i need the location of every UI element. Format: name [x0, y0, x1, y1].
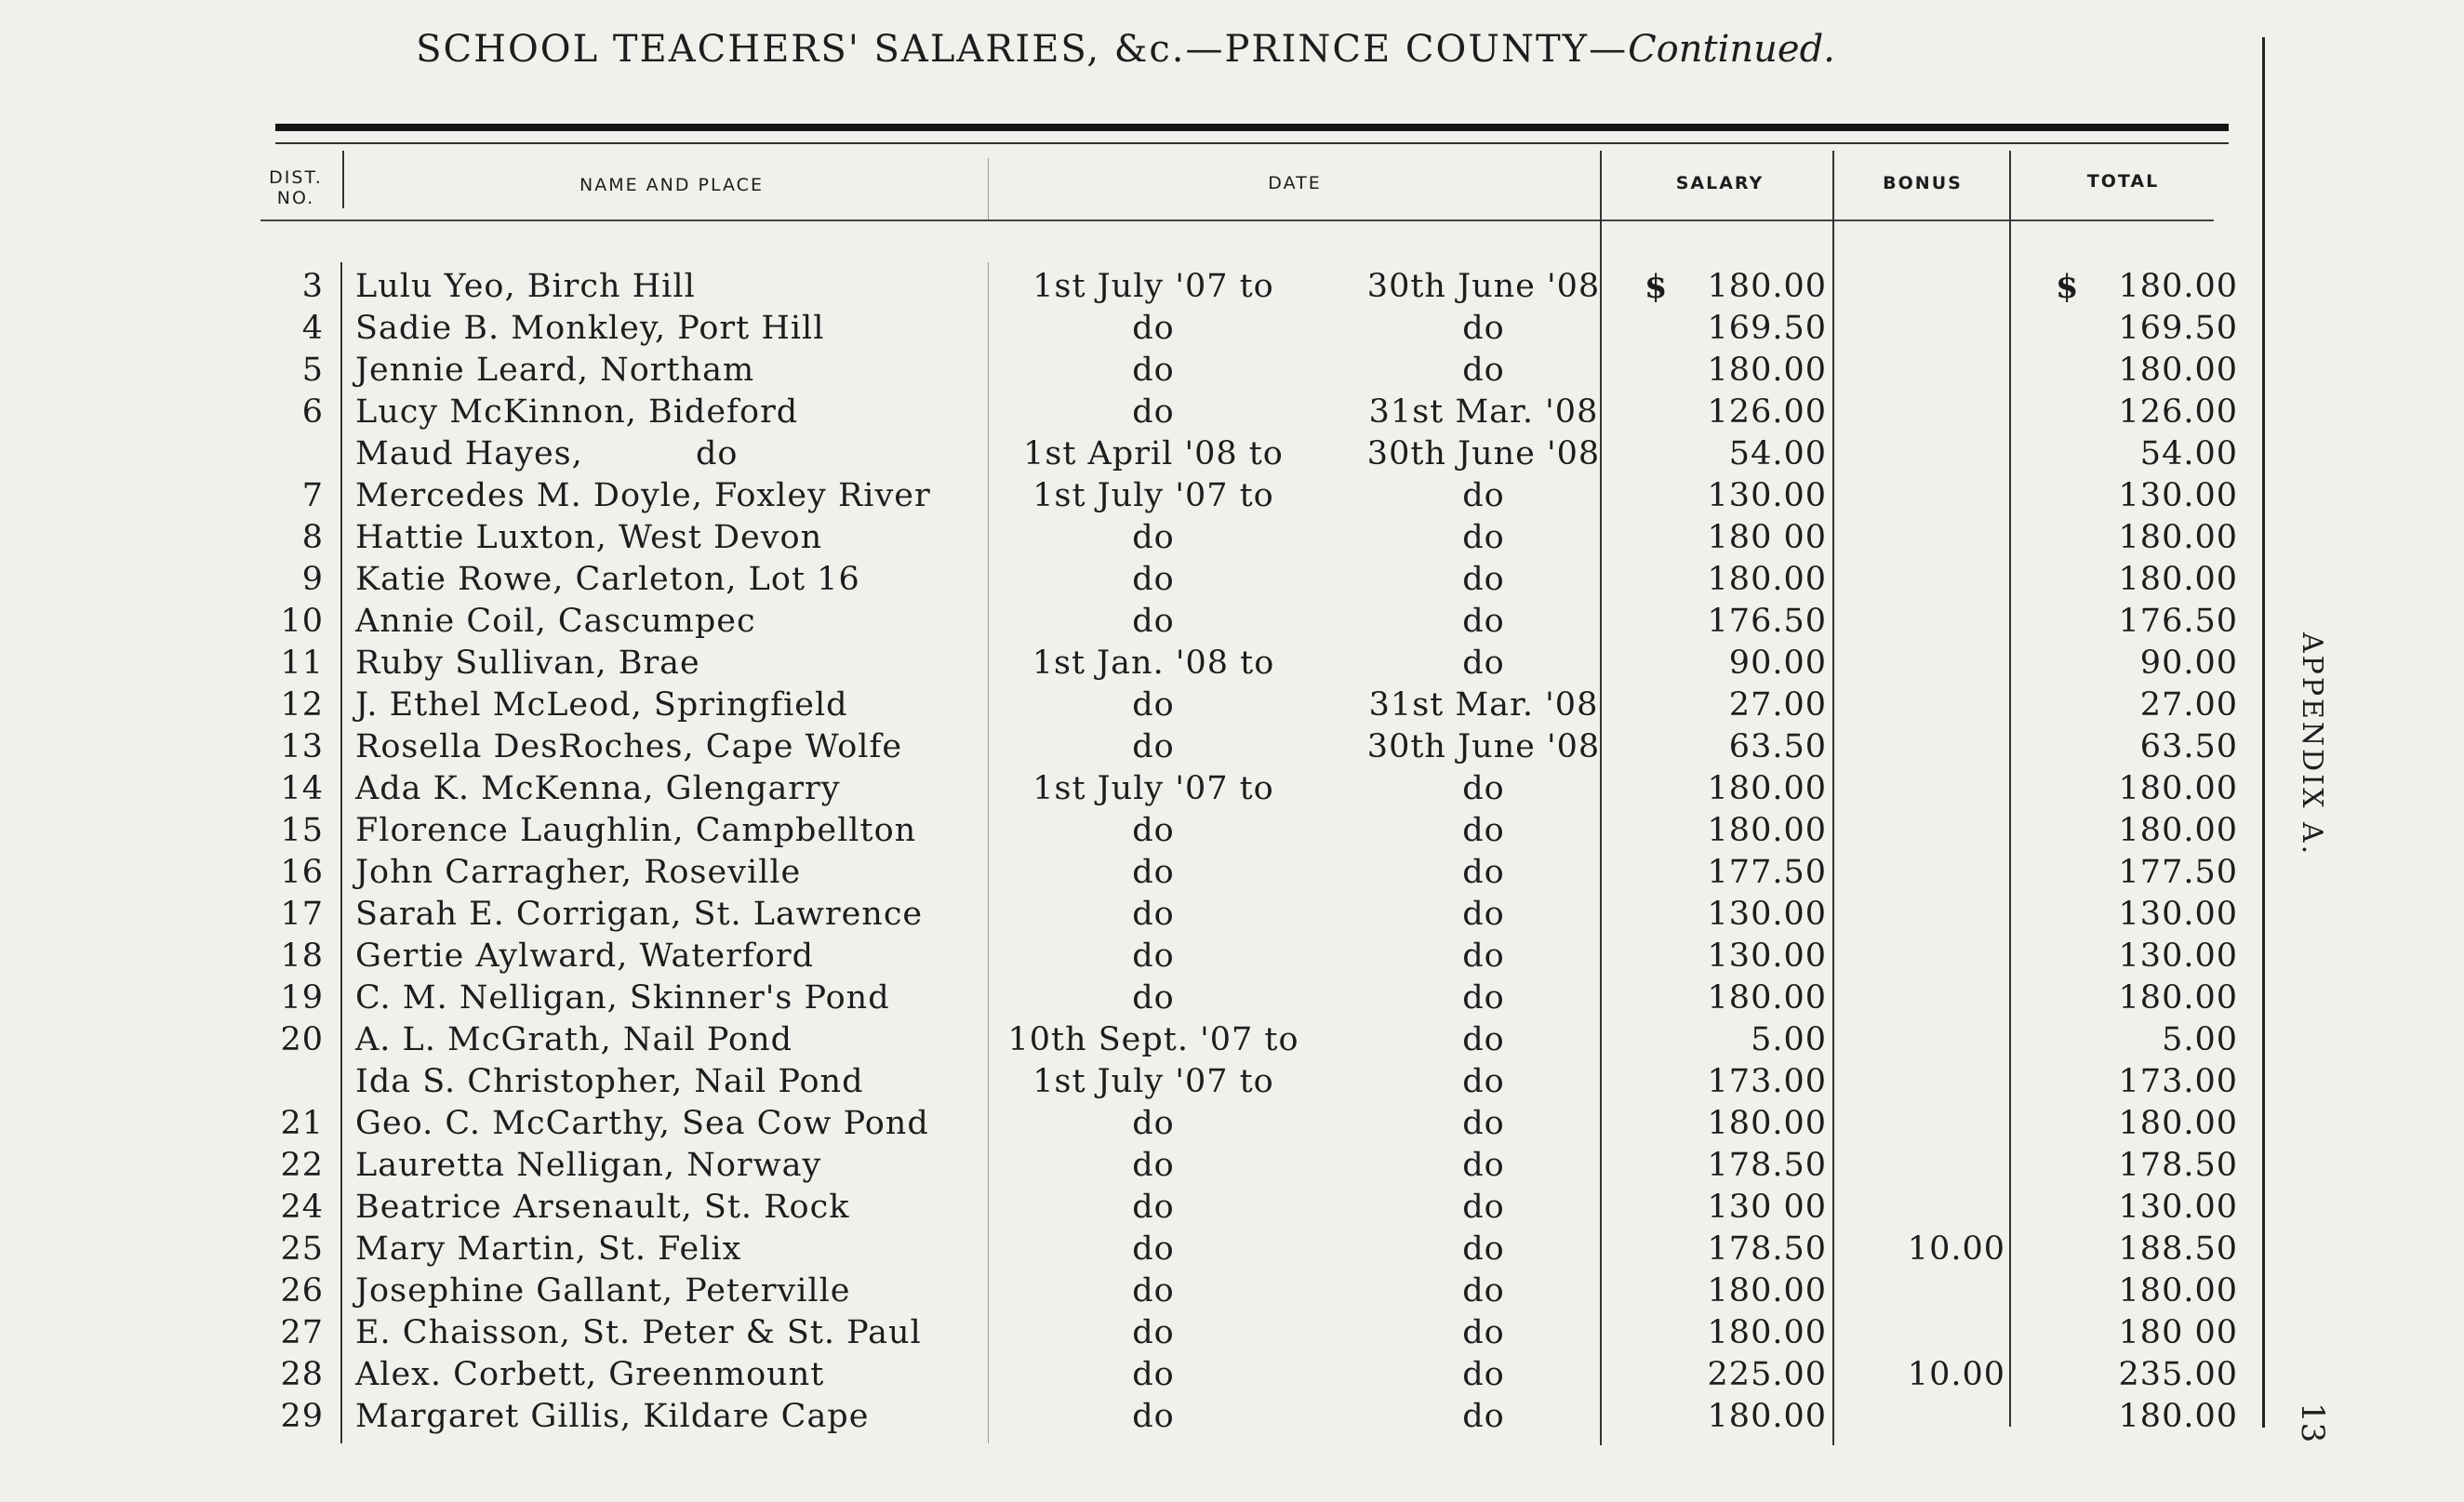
- row-total: 188.50: [2118, 1230, 2238, 1268]
- row-date-to: do: [1462, 896, 1505, 933]
- row-dist-no: 7: [301, 477, 324, 514]
- row-dist-no: 22: [280, 1147, 324, 1184]
- row-name-place: Mercedes M. Doyle, Foxley River: [355, 477, 931, 514]
- row-salary: 126.00: [1707, 393, 1827, 431]
- row-total: 180.00: [2118, 352, 2238, 389]
- row-dist-no: 15: [280, 812, 324, 849]
- row-name-place: Ada K. McKenna, Glengarry: [355, 770, 841, 807]
- row-date-from: do: [1132, 1272, 1175, 1309]
- row-salary: 180.00: [1707, 352, 1827, 389]
- header-date: DATE: [1268, 173, 1322, 193]
- row-date-from: do: [1132, 1230, 1175, 1268]
- header-salary: SALARY: [1675, 173, 1765, 193]
- row-dist-no: 13: [280, 728, 324, 765]
- row-total: 169.50: [2118, 310, 2238, 347]
- row-total: 5.00: [2162, 1021, 2238, 1058]
- table-row: [0, 1103, 2278, 1145]
- table-row: [0, 433, 2278, 475]
- row-name-place: Lulu Yeo, Birch Hill: [355, 268, 696, 305]
- row-date-from: do: [1132, 1356, 1175, 1393]
- row-date-from: 10th Sept. '07 to: [1007, 1021, 1299, 1058]
- row-name-place: Lucy McKinnon, Bideford: [355, 393, 799, 431]
- table-row: [0, 475, 2278, 517]
- table-row: [0, 392, 2278, 433]
- table-row: [0, 1354, 2278, 1396]
- table-row: [0, 643, 2278, 685]
- row-name-place: Hattie Luxton, West Devon: [355, 519, 823, 556]
- row-date-from: do: [1132, 686, 1175, 724]
- row-date-from: do: [1132, 310, 1175, 347]
- row-date-from: 1st July '07 to: [1032, 770, 1274, 807]
- row-dist-no: 9: [301, 561, 324, 598]
- page-title: [0, 28, 2251, 71]
- row-total: 180.00: [2118, 1398, 2238, 1435]
- row-dist-no: 14: [280, 770, 324, 807]
- row-total: 235.00: [2118, 1356, 2238, 1393]
- row-date-from: do: [1132, 812, 1175, 849]
- row-name-place: Josephine Gallant, Peterville: [355, 1272, 851, 1309]
- row-dist-no: 29: [280, 1398, 324, 1435]
- row-salary: 27.00: [1728, 686, 1827, 724]
- row-date-to: do: [1462, 561, 1505, 598]
- row-total: 173.00: [2118, 1063, 2238, 1100]
- row-date-to: do: [1462, 812, 1505, 849]
- row-dist-no: 4: [301, 310, 324, 347]
- row-name-place: Sadie B. Monkley, Port Hill: [355, 310, 825, 347]
- row-salary: 90.00: [1728, 645, 1827, 682]
- row-salary: 180.00: [1707, 1398, 1827, 1435]
- row-date-from: do: [1132, 603, 1175, 640]
- row-total: 180.00: [2118, 1272, 2238, 1309]
- table-row: [0, 1396, 2278, 1438]
- row-salary: 180.00: [1707, 770, 1827, 807]
- row-salary: 130.00: [1707, 937, 1827, 975]
- row-dist-no: 11: [280, 645, 324, 682]
- table-row: [0, 977, 2278, 1019]
- table-row: [0, 852, 2278, 894]
- table-row: [0, 1061, 2278, 1103]
- table-row: [0, 308, 2278, 350]
- row-name-place: Florence Laughlin, Campbellton: [355, 812, 917, 849]
- row-total: 63.50: [2139, 728, 2238, 765]
- table-row: [0, 1270, 2278, 1312]
- row-dist-no: 17: [280, 896, 324, 933]
- row-salary: 180.00: [1707, 1314, 1827, 1351]
- row-date-from: 1st Jan. '08 to: [1032, 645, 1275, 682]
- row-date-to: 30th June '08: [1366, 268, 1601, 305]
- row-total: 178.50: [2118, 1147, 2238, 1184]
- row-date-to: do: [1462, 1230, 1505, 1268]
- row-date-from: do: [1132, 352, 1175, 389]
- row-date-from: do: [1132, 1314, 1175, 1351]
- row-date-from: 1st July '07 to: [1032, 477, 1274, 514]
- row-dist-no: 16: [280, 854, 324, 891]
- row-date-to: do: [1462, 1356, 1505, 1393]
- row-salary: 176.50: [1707, 603, 1827, 640]
- table-row: [0, 768, 2278, 810]
- row-date-to: do: [1462, 645, 1505, 682]
- row-salary: 5.00: [1751, 1021, 1827, 1058]
- table-row: [0, 685, 2278, 726]
- table-row: [0, 1019, 2278, 1061]
- row-date-to: do: [1462, 979, 1505, 1017]
- row-total: 130.00: [2118, 937, 2238, 975]
- appendix-label: APPENDIX A.: [2296, 632, 2328, 857]
- table-row: [0, 266, 2278, 308]
- row-dist-no: 8: [301, 519, 324, 556]
- row-bonus: 10.00: [1907, 1230, 2005, 1268]
- row-date-from: do: [1132, 1147, 1175, 1184]
- row-total: 27.00: [2139, 686, 2238, 724]
- row-total: 54.00: [2139, 435, 2238, 472]
- row-name-place: Alex. Corbett, Greenmount: [355, 1356, 825, 1393]
- row-name-place: Katie Rowe, Carleton, Lot 16: [355, 561, 860, 598]
- row-dist-no: 27: [280, 1314, 324, 1351]
- header-dist-line1: DIST.: [269, 167, 323, 188]
- table-row: [0, 726, 2278, 768]
- row-salary: 225.00: [1707, 1356, 1827, 1393]
- row-salary: 180 00: [1707, 519, 1827, 556]
- row-date-to: do: [1462, 310, 1505, 347]
- row-date-from: do: [1132, 1398, 1175, 1435]
- table-row: [0, 894, 2278, 936]
- table-row: [0, 1229, 2278, 1270]
- row-date-to: do: [1462, 937, 1505, 975]
- row-date-to: do: [1462, 519, 1505, 556]
- row-salary: 178.50: [1707, 1230, 1827, 1268]
- row-date-to: do: [1462, 1189, 1505, 1226]
- title-main: SCHOOL TEACHERS' SALARIES, &c.—PRINCE COUNTY—: [416, 28, 1629, 71]
- header-bonus: BONUS: [1883, 173, 1963, 193]
- row-salary: 169.50: [1707, 310, 1827, 347]
- row-name-place: Rosella DesRoches, Cape Wolfe: [355, 728, 903, 765]
- row-date-from: 1st July '07 to: [1032, 1063, 1274, 1100]
- header-dist-line2: NO.: [276, 188, 315, 208]
- row-total: 180.00: [2118, 268, 2238, 305]
- row-date-from: do: [1132, 728, 1175, 765]
- row-date-from: do: [1132, 1105, 1175, 1142]
- row-date-from: do: [1132, 854, 1175, 891]
- title-continued: Continued.: [1628, 28, 1835, 71]
- table-row: [0, 810, 2278, 852]
- row-date-to: do: [1462, 477, 1505, 514]
- row-total: 180.00: [2118, 561, 2238, 598]
- row-dist-no: 12: [280, 686, 324, 724]
- row-salary: 180.00: [1707, 1272, 1827, 1309]
- row-dist-no: 24: [280, 1189, 324, 1226]
- header-rule: [260, 219, 2214, 221]
- row-date-from: 1st July '07 to: [1032, 268, 1274, 305]
- row-salary: 180.00: [1707, 1105, 1827, 1142]
- row-total: 180.00: [2118, 1105, 2238, 1142]
- row-salary: 177.50: [1707, 854, 1827, 891]
- row-total: 180.00: [2118, 979, 2238, 1017]
- row-bonus: 10.00: [1907, 1356, 2005, 1393]
- row-dist-no: 18: [280, 937, 324, 975]
- total-dollar-sign: $: [2056, 268, 2080, 306]
- header-name-place: NAME AND PLACE: [579, 175, 764, 195]
- row-name-place: A. L. McGrath, Nail Pond: [355, 1021, 793, 1058]
- row-date-to: do: [1462, 352, 1505, 389]
- salary-dollar-sign: $: [1645, 268, 1669, 306]
- row-salary: 180.00: [1707, 561, 1827, 598]
- row-salary: 180.00: [1707, 812, 1827, 849]
- row-dist-no: 10: [280, 603, 324, 640]
- row-date-to: do: [1462, 1021, 1505, 1058]
- row-date-to: 30th June '08: [1366, 728, 1601, 765]
- row-dist-no: 19: [280, 979, 324, 1017]
- row-dist-no: 26: [280, 1272, 324, 1309]
- row-salary: 130.00: [1707, 896, 1827, 933]
- row-name-place: J. Ethel McLeod, Springfield: [355, 686, 848, 724]
- row-total: 176.50: [2118, 603, 2238, 640]
- row-dist-no: 3: [301, 268, 324, 305]
- row-name-place: Lauretta Nelligan, Norway: [355, 1147, 822, 1184]
- table-row: [0, 559, 2278, 601]
- row-name-place: Jennie Leard, Northam: [355, 352, 755, 389]
- row-salary: 54.00: [1728, 435, 1827, 472]
- row-date-to: do: [1462, 603, 1505, 640]
- table-row: [0, 601, 2278, 643]
- row-salary: 130 00: [1707, 1189, 1827, 1226]
- row-date-to: 31st Mar. '08: [1368, 393, 1599, 431]
- table-row: [0, 350, 2278, 392]
- row-salary: 180.00: [1707, 979, 1827, 1017]
- table-row: [0, 1312, 2278, 1354]
- row-total: 180.00: [2118, 770, 2238, 807]
- top-rule-thick: [275, 124, 2229, 131]
- row-date-from: do: [1132, 979, 1175, 1017]
- row-total: 130.00: [2118, 896, 2238, 933]
- row-date-from: do: [1132, 561, 1175, 598]
- row-salary: 63.50: [1728, 728, 1827, 765]
- row-salary: 180.00: [1707, 268, 1827, 305]
- row-name-place: John Carragher, Roseville: [355, 854, 802, 891]
- row-name-place: Ruby Sullivan, Brae: [355, 645, 700, 682]
- row-date-from: do: [1132, 519, 1175, 556]
- row-date-to: 30th June '08: [1366, 435, 1601, 472]
- row-salary: 173.00: [1707, 1063, 1827, 1100]
- row-name-place: C. M. Nelligan, Skinner's Pond: [355, 979, 890, 1017]
- row-name-place: Geo. C. McCarthy, Sea Cow Pond: [355, 1105, 929, 1142]
- table-row: [0, 1145, 2278, 1187]
- row-date-from: do: [1132, 393, 1175, 431]
- row-date-to: 31st Mar. '08: [1368, 686, 1599, 724]
- row-dist-no: 6: [301, 393, 324, 431]
- divider-date-head: [988, 158, 989, 219]
- row-total: 180.00: [2118, 812, 2238, 849]
- row-date-to: do: [1462, 854, 1505, 891]
- row-name-place: Margaret Gillis, Kildare Cape: [355, 1398, 870, 1435]
- row-name-place: E. Chaisson, St. Peter & St. Paul: [355, 1314, 922, 1351]
- table-row: [0, 1187, 2278, 1229]
- row-dist-no: 28: [280, 1356, 324, 1393]
- row-total: 130.00: [2118, 477, 2238, 514]
- table-row: [0, 936, 2278, 977]
- divider-dist: [342, 151, 344, 208]
- row-date-to: do: [1462, 770, 1505, 807]
- row-date-from: do: [1132, 896, 1175, 933]
- row-name-place: Ida S. Christopher, Nail Pond: [355, 1063, 864, 1100]
- row-date-to: do: [1462, 1272, 1505, 1309]
- row-total: 180 00: [2118, 1314, 2238, 1351]
- row-date-to: do: [1462, 1105, 1505, 1142]
- row-date-from: do: [1132, 937, 1175, 975]
- row-name-place: Maud Hayes, do: [355, 435, 739, 472]
- row-dist-no: 25: [280, 1230, 324, 1268]
- row-dist-no: 5: [301, 352, 324, 389]
- row-total: 177.50: [2118, 854, 2238, 891]
- header-total: TOTAL: [2086, 171, 2160, 192]
- row-date-from: do: [1132, 1189, 1175, 1226]
- row-name-place: Beatrice Arsenault, St. Rock: [355, 1189, 850, 1226]
- row-name-place: Gertie Aylward, Waterford: [355, 937, 815, 975]
- row-total: 180.00: [2118, 519, 2238, 556]
- top-rule-thin: [275, 142, 2229, 144]
- row-salary: 130.00: [1707, 477, 1827, 514]
- row-salary: 178.50: [1707, 1147, 1827, 1184]
- row-date-to: do: [1462, 1314, 1505, 1351]
- row-total: 130.00: [2118, 1189, 2238, 1226]
- row-name-place: Mary Martin, St. Felix: [355, 1230, 742, 1268]
- row-name-place: Annie Coil, Cascumpec: [355, 603, 756, 640]
- row-name-place: Sarah E. Corrigan, St. Lawrence: [355, 896, 924, 933]
- page-number: 13: [2294, 1402, 2331, 1443]
- row-dist-no: 20: [280, 1021, 324, 1058]
- row-total: 90.00: [2139, 645, 2238, 682]
- table-row: [0, 517, 2278, 559]
- row-date-from: 1st April '08 to: [1023, 435, 1284, 472]
- row-date-to: do: [1462, 1398, 1505, 1435]
- row-dist-no: 21: [280, 1105, 324, 1142]
- row-date-to: do: [1462, 1063, 1505, 1100]
- row-total: 126.00: [2118, 393, 2238, 431]
- row-date-to: do: [1462, 1147, 1505, 1184]
- header-dist-no: [259, 167, 333, 208]
